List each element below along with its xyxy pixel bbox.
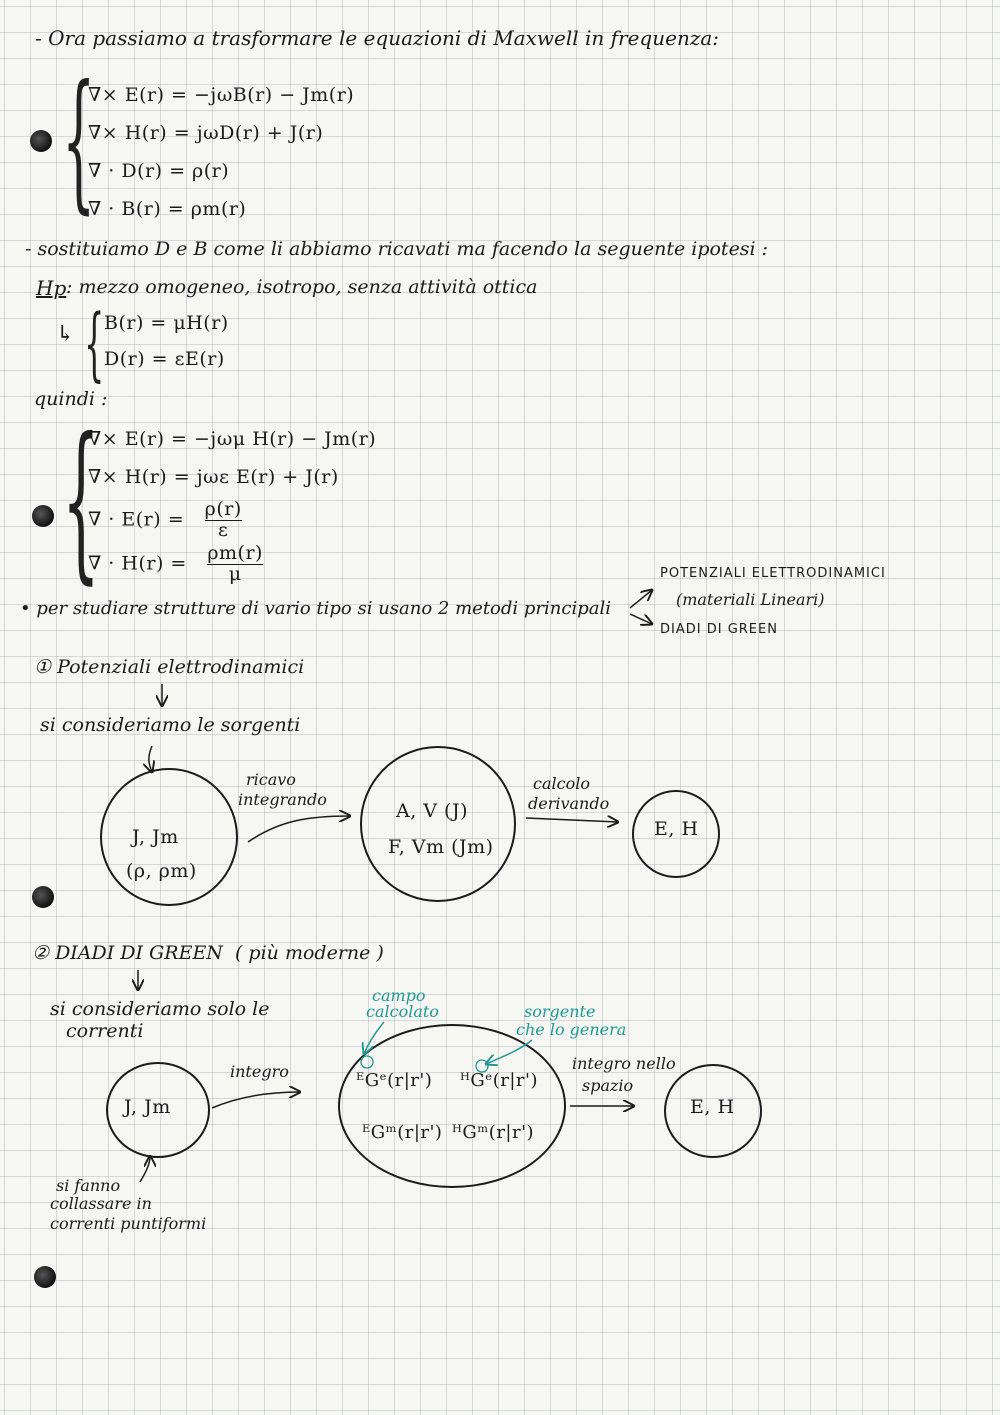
methods-line: • per studiare strutture di vario tipo si usano 2 metodi principali [20, 598, 611, 619]
dyad-e-magnetic: ᴱGᵐ(r|r') [362, 1122, 443, 1143]
teal-note-field-2: calcolato [366, 1002, 439, 1021]
method-option-1: POTENZIALI ELETTRODINAMICI [660, 566, 886, 581]
method2-collapse-2: collassare in [50, 1194, 152, 1213]
method2-currents: J, Jm [124, 1096, 171, 1118]
dyad-e-electric: ᴱGᵉ(r|r') [356, 1070, 433, 1091]
method1-arrow1-label-2: integrando [238, 790, 327, 809]
method2-arrow-integrate [212, 1092, 300, 1108]
method1-potentials-electric: A, V (J) [396, 800, 469, 822]
teal-note-field-1: campo [372, 986, 426, 1005]
methods-arrow-down [630, 614, 652, 624]
constitutive-b: B(r) = μH(r) [104, 312, 229, 334]
teal-pointer-source [486, 1040, 532, 1064]
method2-up-arrow [140, 1156, 150, 1182]
method1-arrow2-label-2: derivando [528, 794, 610, 813]
methods-arrow-up [630, 590, 652, 608]
final-eq-4-den: μ [207, 564, 263, 585]
method2-step-1: si consideriamo solo le [50, 998, 270, 1020]
hp-label: Hp [36, 276, 67, 300]
hp-arrow: ↳ [56, 322, 75, 347]
maxwell-eq-2: ∇× H(r) = jωD(r) + J(r) [88, 122, 324, 144]
method2-arrow2-label-1: integro nello [572, 1054, 676, 1073]
method1-arrow2-label-1: calcolo [533, 774, 590, 793]
method1-arrow-integrate [248, 816, 350, 842]
teal-mark-field [361, 1056, 373, 1068]
final-eq-3-lhs: ∇ · E(r) = [88, 508, 185, 531]
final-eq-3-num: ρ(r) [204, 498, 242, 520]
system-brace-1: { [62, 54, 96, 228]
method1-fields: E, H [654, 818, 699, 840]
method2-title-main: ② DIADI DI GREEN [32, 942, 223, 964]
maxwell-eq-3: ∇ · D(r) = ρ(r) [88, 160, 230, 182]
method1-title: ① Potenziali elettrodinamici [34, 656, 305, 678]
method2-collapse-1: si fanno [56, 1176, 121, 1195]
maxwell-eq-1: ∇× E(r) = −jωB(r) − Jm(r) [88, 84, 355, 106]
final-eq-4-lhs: ∇ · H(r) = [88, 552, 187, 575]
method2-collapse-3: correnti puntiformi [50, 1214, 207, 1233]
teal-mark-source [476, 1060, 488, 1072]
maxwell-eq-4: ∇ · B(r) = ρm(r) [88, 198, 247, 220]
method2-step-2: correnti [66, 1020, 144, 1042]
method1-potentials-magnetic: F, Vm (Jm) [388, 836, 494, 858]
method-option-2: DIADI DI GREEN [660, 622, 778, 637]
method2-fields: E, H [690, 1096, 735, 1118]
final-eq-1: ∇× E(r) = −jωμ H(r) − Jm(r) [88, 428, 377, 450]
constitutive-brace: { [84, 297, 105, 390]
teal-pointer-field [364, 1022, 384, 1054]
dyad-h-magnetic: ᴴGᵐ(r|r') [452, 1122, 535, 1143]
teal-note-source-2: che lo genera [516, 1020, 627, 1039]
dyad-h-electric: ᴴGᵉ(r|r') [460, 1070, 539, 1091]
system-brace-2: { [62, 402, 100, 600]
method2-arrow2-label-2: spazio [582, 1076, 634, 1095]
method1-down-arrow-2 [149, 746, 152, 772]
method-option-1-note: (materiali Lineari) [676, 590, 825, 609]
final-eq-3-den: ε [205, 520, 242, 541]
method1-step: si consideriamo le sorgenti [40, 714, 301, 736]
substitution-line: - sostituiamo D e B come li abbiamo ricavati ma facendo la seguente ipotesi : [25, 238, 769, 260]
method1-sources-charges: (ρ, ρm) [126, 860, 197, 882]
quindi-label: quindi : [34, 388, 108, 410]
method2-title-note: ( più moderne ) [234, 942, 384, 964]
final-eq-2: ∇× H(r) = jωε E(r) + J(r) [88, 466, 339, 488]
method1-sources-currents: J, Jm [132, 826, 179, 848]
method2-arrow1-label: integro [230, 1062, 289, 1081]
intro-line: - Ora passiamo a trasformare le equazioni di Maxwell in frequenza: [35, 26, 720, 50]
method1-arrow1-label-1: ricavo [246, 770, 296, 789]
constitutive-d: D(r) = εE(r) [104, 348, 225, 370]
final-eq-4-num: ρm(r) [207, 542, 263, 564]
method1-arrow-derive [526, 818, 618, 822]
hp-text: : mezzo omogeneo, isotropo, senza attività ottica [66, 276, 538, 298]
teal-note-source-1: sorgente [524, 1002, 596, 1021]
